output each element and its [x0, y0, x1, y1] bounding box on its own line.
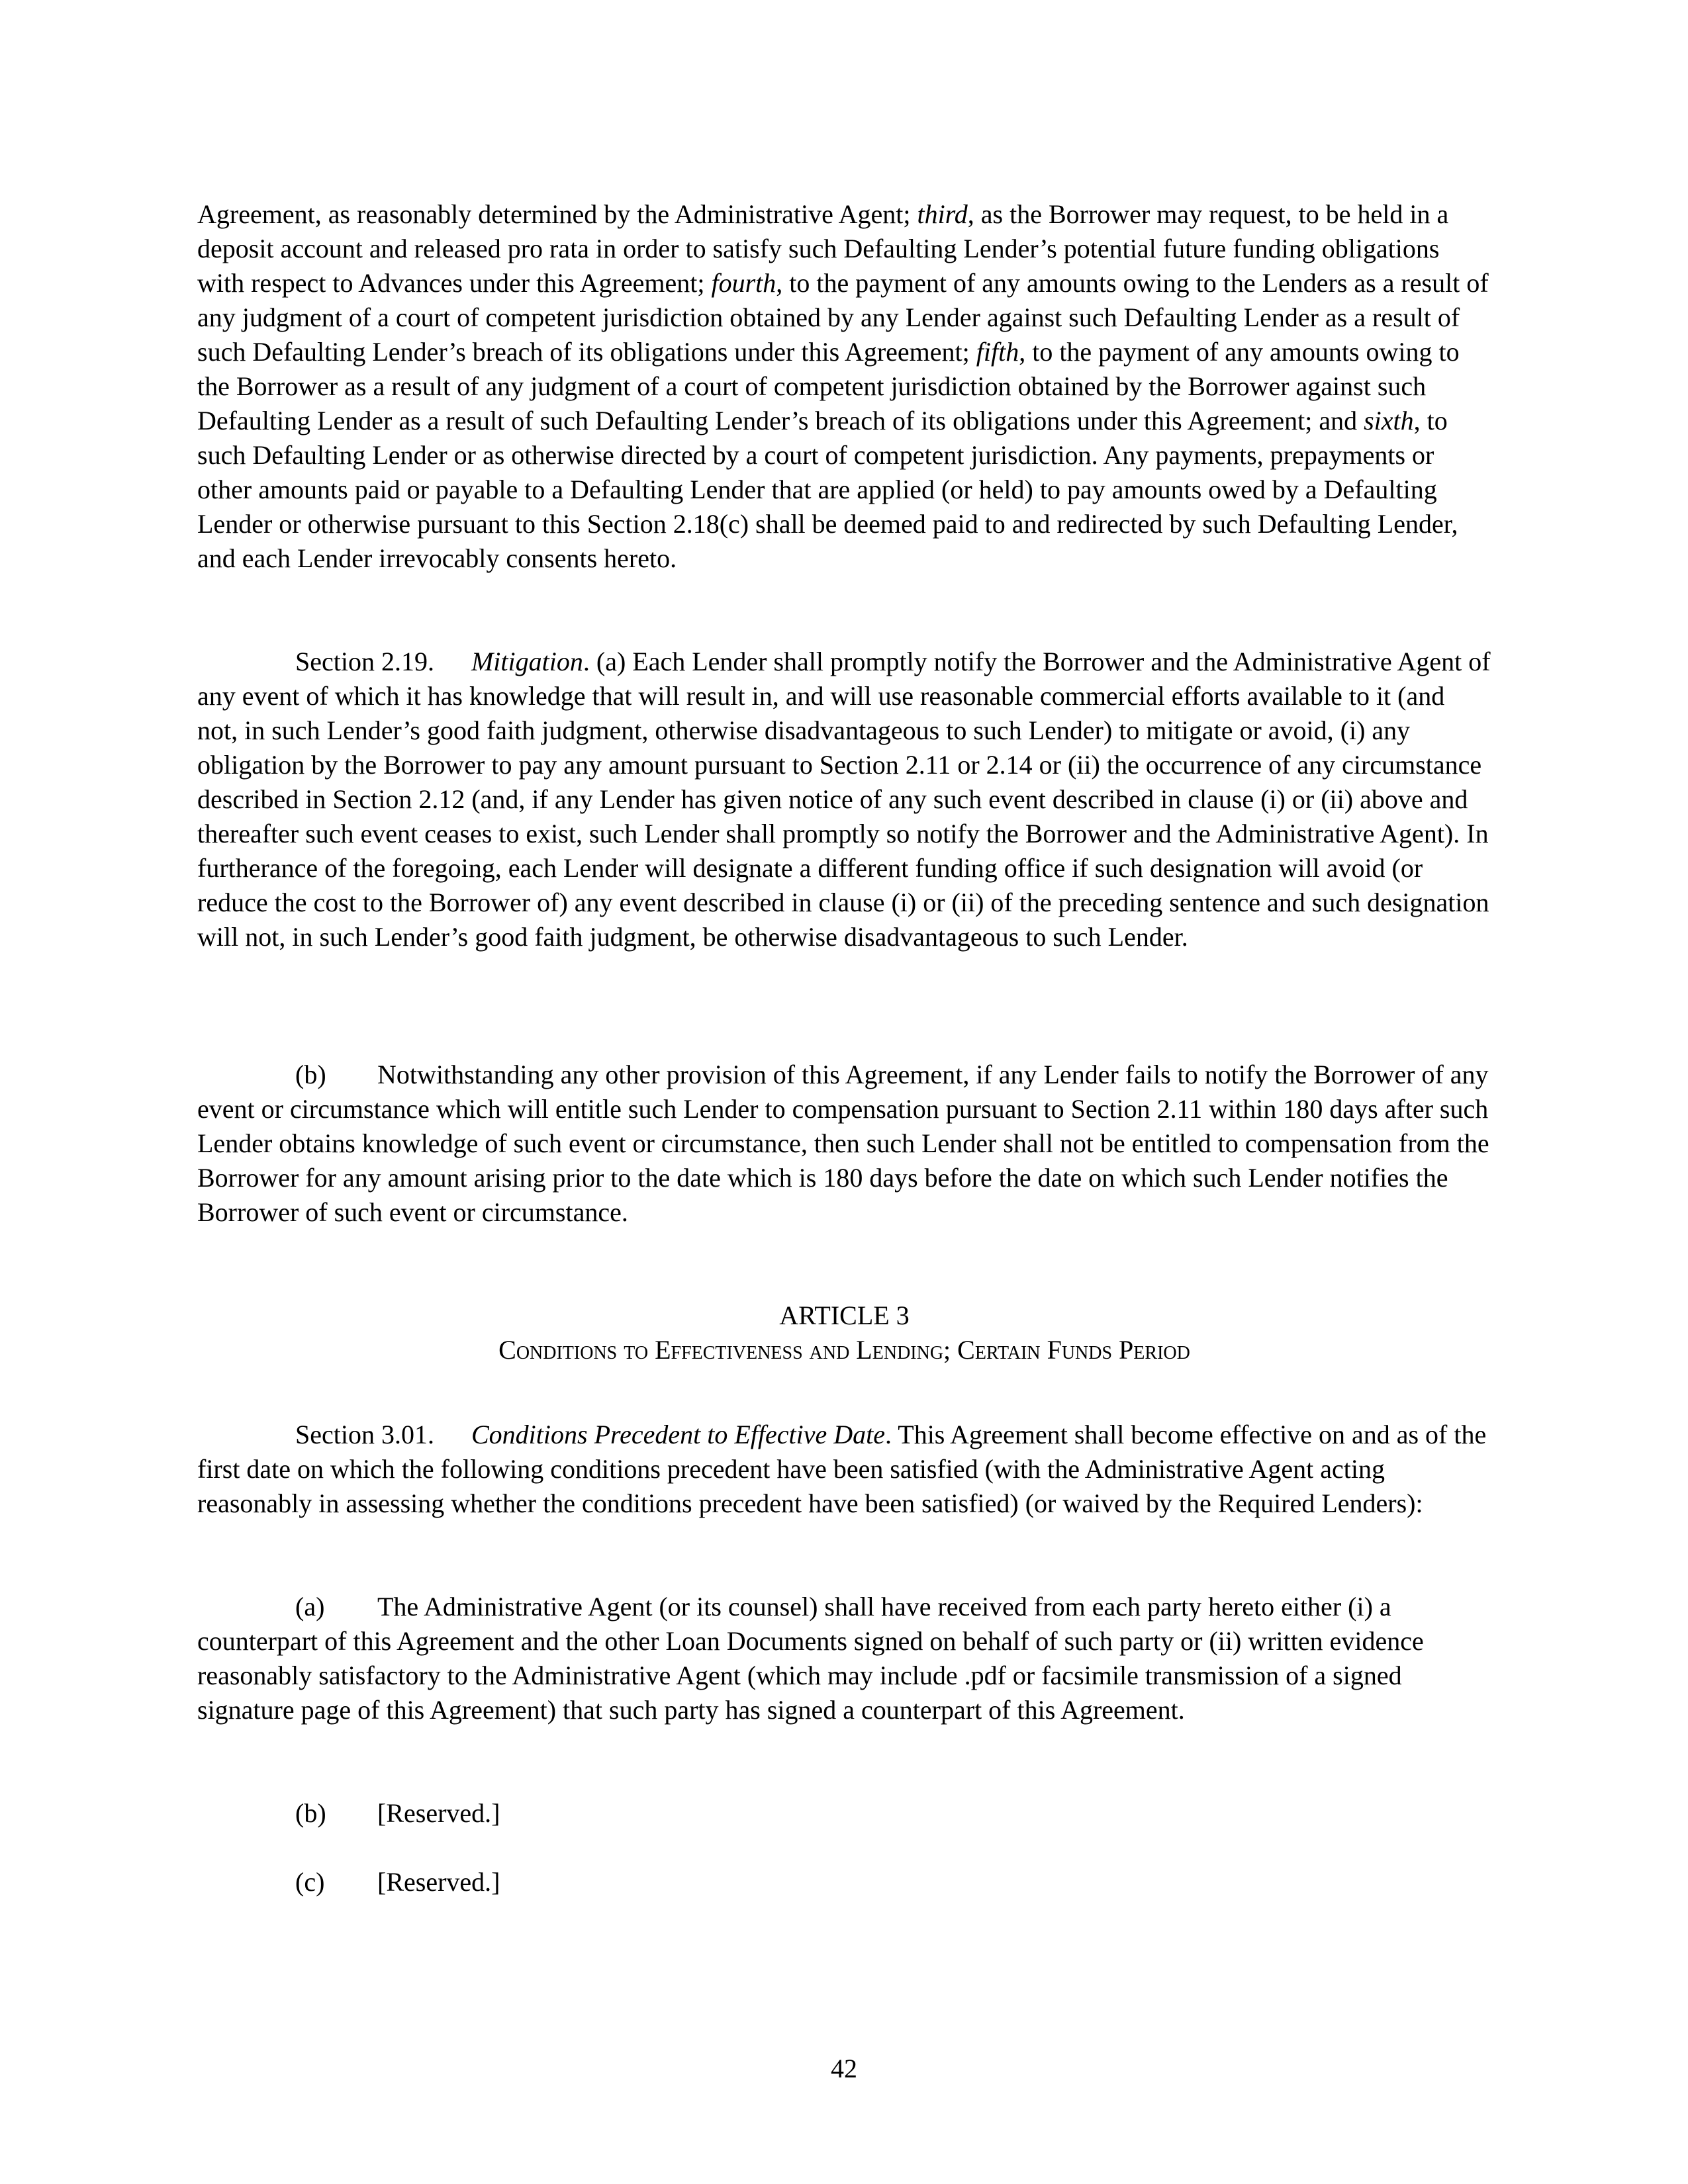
- section-title: Conditions Precedent to Effective Date: [471, 1420, 885, 1449]
- clause-text: Notwithstanding any other provision of this Agreement, if any Lender fails to notify the Borrower of any event or circumstance which will entitle such Lender to compensation pursuant to Section 2.11 within 180 days after such Lender obtains knowledge of such event or circumstance, then such Lender shall not be entitled to compensation from the Borrower for any amount arising prior to the date which is 180 days before the date on which such Lender notifies the Borrower of such event or circumstance.: [197, 1060, 1489, 1227]
- clause-text: [Reserved.]: [377, 1798, 500, 1828]
- text-run: Agreement, as reasonably determined by the Administrative Agent;: [197, 199, 917, 229]
- article-title: Conditions to Effectiveness and Lending; Certain Funds Period: [498, 1335, 1190, 1365]
- clause-label: (b): [295, 1060, 326, 1089]
- article-number: ARTICLE 3: [779, 1300, 910, 1330]
- section-number: Section 3.01.: [295, 1420, 434, 1449]
- section-number: Section 2.19.: [295, 647, 434, 676]
- text-run: , as the Borrower may request, to be held in a deposit account and released pro rata in order to satisfy such Defaulting Lender’s potential future funding obligations with respect to Advances under this Agreement;: [197, 199, 1449, 298]
- italic-term-third: third: [917, 199, 968, 229]
- section-3-01-clause-a: [197, 1590, 1491, 1727]
- paragraph-defaulting-lender-waterfall: [197, 197, 1491, 576]
- section-title: Mitigation: [471, 647, 583, 676]
- italic-term-fourth: fourth: [711, 268, 776, 298]
- section-2-19-clause-b: [197, 1058, 1491, 1230]
- text-run: , to the payment of any amounts owing to the Borrower as a result of any judgment of a court of competent jurisdiction obtained by the Borrower against such Defaulting Lender as a result of such Defaulting Lender’s breach of its obligations under this Agreement; and: [197, 337, 1460, 435]
- italic-term-sixth: sixth: [1364, 406, 1414, 435]
- clause-text: [Reserved.]: [377, 1867, 500, 1897]
- text-run: , to such Defaulting Lender or as otherwise directed by a court of competent jurisdiction. Any payments, prepayments or other amounts paid or payable to a Defaulting Lender that are applied (or held) to pay amounts owed by a Defaulting Lender or otherwise pursuant to this Section 2.18(c) shall be deemed paid to and redirected by such Defaulting Lender, and each Lender irrevocably consents hereto.: [197, 406, 1458, 573]
- clause-label: (b): [295, 1798, 326, 1828]
- section-text: . (a) Each Lender shall promptly notify the Borrower and the Administrative Agent of any event of which it has knowledge that will result in, and will use reasonable commercial efforts available to it (and not, in such Lender’s good faith judgment, otherwise disadvantageous to such Lender) to mitigate or avoid, (i) any obligation by the Borrower to pay any amount pursuant to Section 2.11 or 2.14 or (ii) the occurrence of any circumstance described in Section 2.12 (and, if any Lender has given notice of any such event described in clause (i) or (ii) above and thereafter such event ceases to exist, such Lender shall promptly so notify the Borrower and the Administrative Agent). In furtherance of the foregoing, each Lender will designate a different funding office if such designation will avoid (or reduce the cost to the Borrower of) any event described in clause (i) or (ii) of the preceding sentence and such designation will not, in such Lender’s good faith judgment, be otherwise disadvantageous to such Lender.: [197, 647, 1491, 952]
- clause-label: (a): [295, 1592, 325, 1621]
- section-2-19-mitigation: [197, 645, 1491, 954]
- text-run: , to the payment of any amounts owing to the Lenders as a result of any judgment of a court of competent jurisdiction obtained by any Lender against such Defaulting Lender as a result of such Defaulting Lender’s breach of its obligations under this Agreement;: [197, 268, 1489, 367]
- page-number: 42: [831, 2054, 857, 2083]
- clause-text: The Administrative Agent (or its counsel) shall have received from each party hereto either (i) a counterpart of this Agreement and the other Loan Documents signed on behalf of such party or (ii) written evidence reasonably satisfactory to the Administrative Agent (which may include .pdf or facsimile transmission of a signed signature page of this Agreement) that such party has signed a counterpart of this Agreement.: [197, 1592, 1424, 1725]
- section-3-01-conditions-precedent: [197, 1418, 1491, 1521]
- section-3-01-clause-c: [295, 1865, 500, 1899]
- section-text: . This Agreement shall become effective on and as of the first date on which the following conditions precedent have been satisfied (with the Administrative Agent acting reasonably in assessing whether the conditions precedent have been satisfied) (or waived by the Required Lenders):: [197, 1420, 1487, 1518]
- section-3-01-clause-b: [295, 1796, 500, 1831]
- italic-term-fifth: fifth: [976, 337, 1019, 367]
- clause-label: (c): [295, 1867, 325, 1897]
